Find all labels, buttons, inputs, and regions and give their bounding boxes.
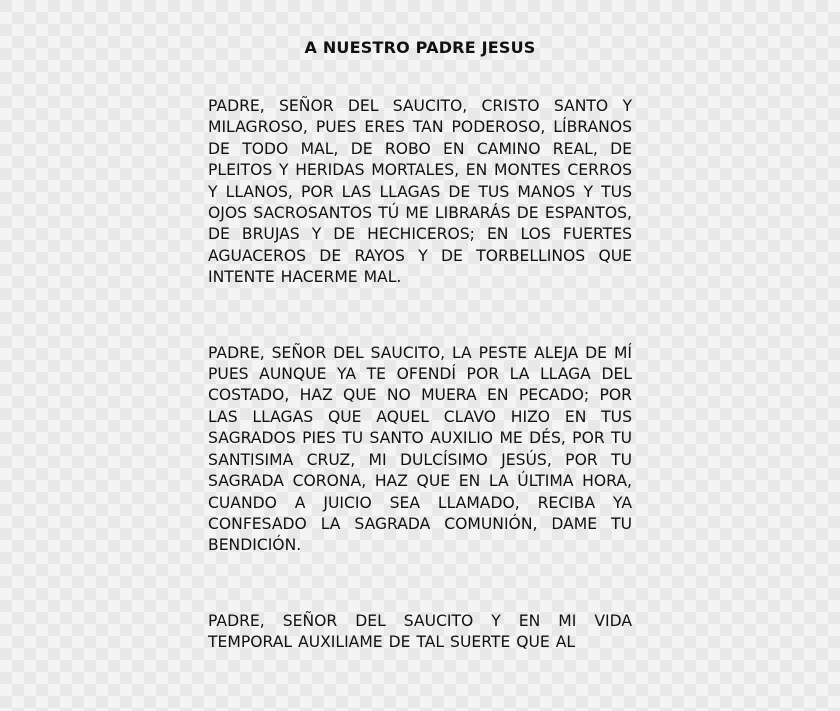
- paragraph-1: PADRE, SEÑOR DEL SAUCITO, CRISTO SANTO Y MILAGROSO, PUES ERES TAN PODEROSO, LÍBRANOS DE TODO MAL, DE ROBO EN CAMINO REAL, DE PLEITOS Y HERIDAS MORTALES, EN MONTES CERROS Y LLANOS, POR LAS LLAGAS DE TUS MANOS Y TUS OJOS SACROSANTOS TÚ ME LIBRARÁS DE ESPANTOS, DE BRUJAS Y DE HECHICEROS; EN LOS FUERTES AGUACEROS DE RAYOS Y DE TORBELLINOS QUE INTENTE HACERME MAL.: [208, 97, 632, 287]
- document-title: A NUESTRO PADRE JESUS: [304, 38, 536, 57]
- paragraph-2: PADRE, SEÑOR DEL SAUCITO, LA PESTE ALEJA DE MÍ PUES AUNQUE YA TE OFENDÍ POR LA LLAGA DEL COSTADO, HAZ QUE NO MUERA EN PECADO; POR LAS LLAGAS QUE AQUEL CLAVO HIZO EN TUS SAGRADOS PIES TU SANTO AUXILIO ME DÉS, POR TU SANTISIMA CRUZ, MI DULCÍSIMO JESÚS, POR TU SAGRADA CORONA, HAZ QUE EN LA ÚLTIMA HORA, CUANDO A JUICIO SEA LLAMADO, RECIBA YA CONFESADO LA SAGRADA COMUNIÓN, DAME TU BENDICIÓN.: [208, 343, 632, 555]
- paragraph-3: PADRE, SEÑOR DEL SAUCITO Y EN MI VIDA TEMPORAL AUXILIAME DE TAL SUERTE QUE AL: [208, 611, 632, 652]
- document-page: [208, 36, 632, 654]
